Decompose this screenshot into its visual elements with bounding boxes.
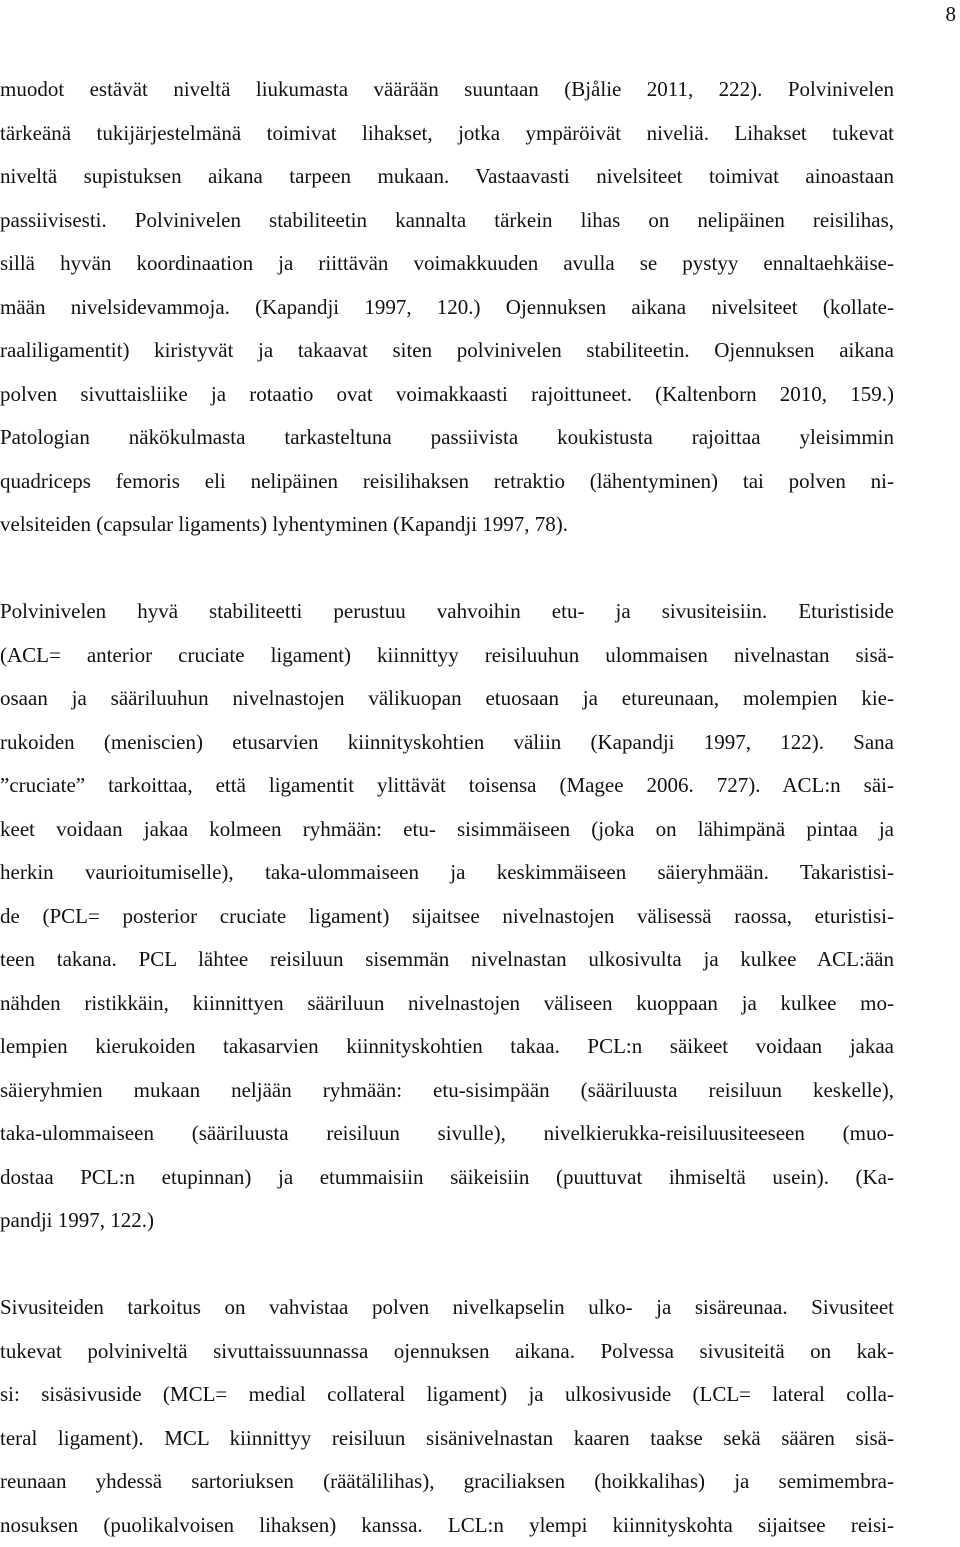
text-line: osaan ja sääriluuhun nivelnastojen välikuopan etuosaan ja etureunaan, molempien kie- xyxy=(0,677,894,721)
text-line: nosuksen (puolikalvoisen lihaksen) kanssa. LCL:n ylempi kiinnityskohta sijaitsee reisi- xyxy=(0,1504,894,1547)
text-line: polven sivuttaisliike ja rotaatio ovat voimakkaasti rajoittuneet. (Kaltenborn 2010, 159.) xyxy=(0,373,894,417)
text-line: Patologian näkökulmasta tarkasteltuna passiivista koukistusta rajoittaa yleisimmin xyxy=(0,416,894,460)
text-line: tukevat polviniveltä sivuttaissuunnassa ojennuksen aikana. Polvessa sivusiteitä on kak- xyxy=(0,1330,894,1374)
paragraph-gap xyxy=(0,547,894,591)
text-line: Polvinivelen hyvä stabiliteetti perustuu vahvoihin etu- ja sivusiteisiin. Eturistiside xyxy=(0,590,894,634)
text-line: teral ligament). MCL kiinnittyy reisiluun sisänivelnastan kaaren taakse sekä säären sisä- xyxy=(0,1417,894,1461)
text-line: velsiteiden (capsular ligaments) lyhentyminen (Kapandji 1997, 78). xyxy=(0,503,894,547)
text-line: (ACL= anterior cruciate ligament) kiinnittyy reisiluuhun ulommaisen nivelnastan sisä- xyxy=(0,634,894,678)
paragraph-2 xyxy=(0,590,894,1243)
text-line: mään nivelsidevammoja. (Kapandji 1997, 120.) Ojennuksen aikana nivelsiteet (kollate- xyxy=(0,286,894,330)
text-line: lempien kierukoiden takasarvien kiinnityskohtien takaa. PCL:n säikeet voidaan jakaa xyxy=(0,1025,894,1069)
text-line: teen takana. PCL lähtee reisiluun sisemmän nivelnastan ulkosivulta ja kulkee ACL:ään xyxy=(0,938,894,982)
text-line: dostaa PCL:n etupinnan) ja etummaisiin säikeisiin (puuttuvat ihmiseltä usein). (Ka- xyxy=(0,1156,894,1200)
text-line: säieryhmien mukaan neljään ryhmään: etu-sisimpään (sääriluusta reisiluun keskelle), xyxy=(0,1069,894,1113)
text-line: keet voidaan jakaa kolmeen ryhmään: etu- sisimmäiseen (joka on lähimpänä pintaa ja xyxy=(0,808,894,852)
text-line: sillä hyvän koordinaation ja riittävän voimakkuuden avulla se pystyy ennaltaehkäise- xyxy=(0,242,894,286)
text-line: taka-ulommaiseen (sääriluusta reisiluun sivulle), nivelkierukka-reisiluusiteeseen (muo- xyxy=(0,1112,894,1156)
page-number: 8 xyxy=(946,2,957,26)
text-line: passiivisesti. Polvinivelen stabiliteetin kannalta tärkein lihas on nelipäinen reisilihas, xyxy=(0,199,894,243)
text-line: ”cruciate” tarkoittaa, että ligamentit ylittävät toisensa (Magee 2006. 727). ACL:n säi- xyxy=(0,764,894,808)
document-body xyxy=(0,68,894,1547)
text-line: rukoiden (meniscien) etusarvien kiinnityskohtien väliin (Kapandji 1997, 122). Sana xyxy=(0,721,894,765)
text-line: quadriceps femoris eli nelipäinen reisilihaksen retraktio (lähentyminen) tai polven ni- xyxy=(0,460,894,504)
paragraph-1 xyxy=(0,68,894,547)
text-line: de (PCL= posterior cruciate ligament) sijaitsee nivelnastojen välisessä raossa, eturistisi- xyxy=(0,895,894,939)
text-line: niveltä supistuksen aikana tarpeen mukaan. Vastaavasti nivelsiteet toimivat ainoastaan xyxy=(0,155,894,199)
paragraph-3 xyxy=(0,1286,894,1547)
text-line: herkin vaurioitumiselle), taka-ulommaiseen ja keskimmäiseen säieryhmään. Takaristisi- xyxy=(0,851,894,895)
text-line: muodot estävät niveltä liukumasta väärään suuntaan (Bjålie 2011, 222). Polvinivelen xyxy=(0,68,894,112)
text-line: pandji 1997, 122.) xyxy=(0,1199,894,1243)
text-line: raaliligamentit) kiristyvät ja takaavat siten polvinivelen stabiliteetin. Ojennuksen aikana xyxy=(0,329,894,373)
text-line: si: sisäsivuside (MCL= medial collateral ligament) ja ulkosivuside (LCL= lateral colla- xyxy=(0,1373,894,1417)
text-line: nähden ristikkäin, kiinnittyen sääriluun nivelnastojen väliseen kuoppaan ja kulkee mo- xyxy=(0,982,894,1026)
text-line: Sivusiteiden tarkoitus on vahvistaa polven nivelkapselin ulko- ja sisäreunaa. Sivusiteet xyxy=(0,1286,894,1330)
text-line: tärkeänä tukijärjestelmänä toimivat lihakset, jotka ympäröivät niveliä. Lihakset tukevat xyxy=(0,112,894,156)
text-line: reunaan yhdessä sartoriuksen (räätälilihas), graciliaksen (hoikkalihas) ja semimembra- xyxy=(0,1460,894,1504)
paragraph-gap xyxy=(0,1243,894,1287)
